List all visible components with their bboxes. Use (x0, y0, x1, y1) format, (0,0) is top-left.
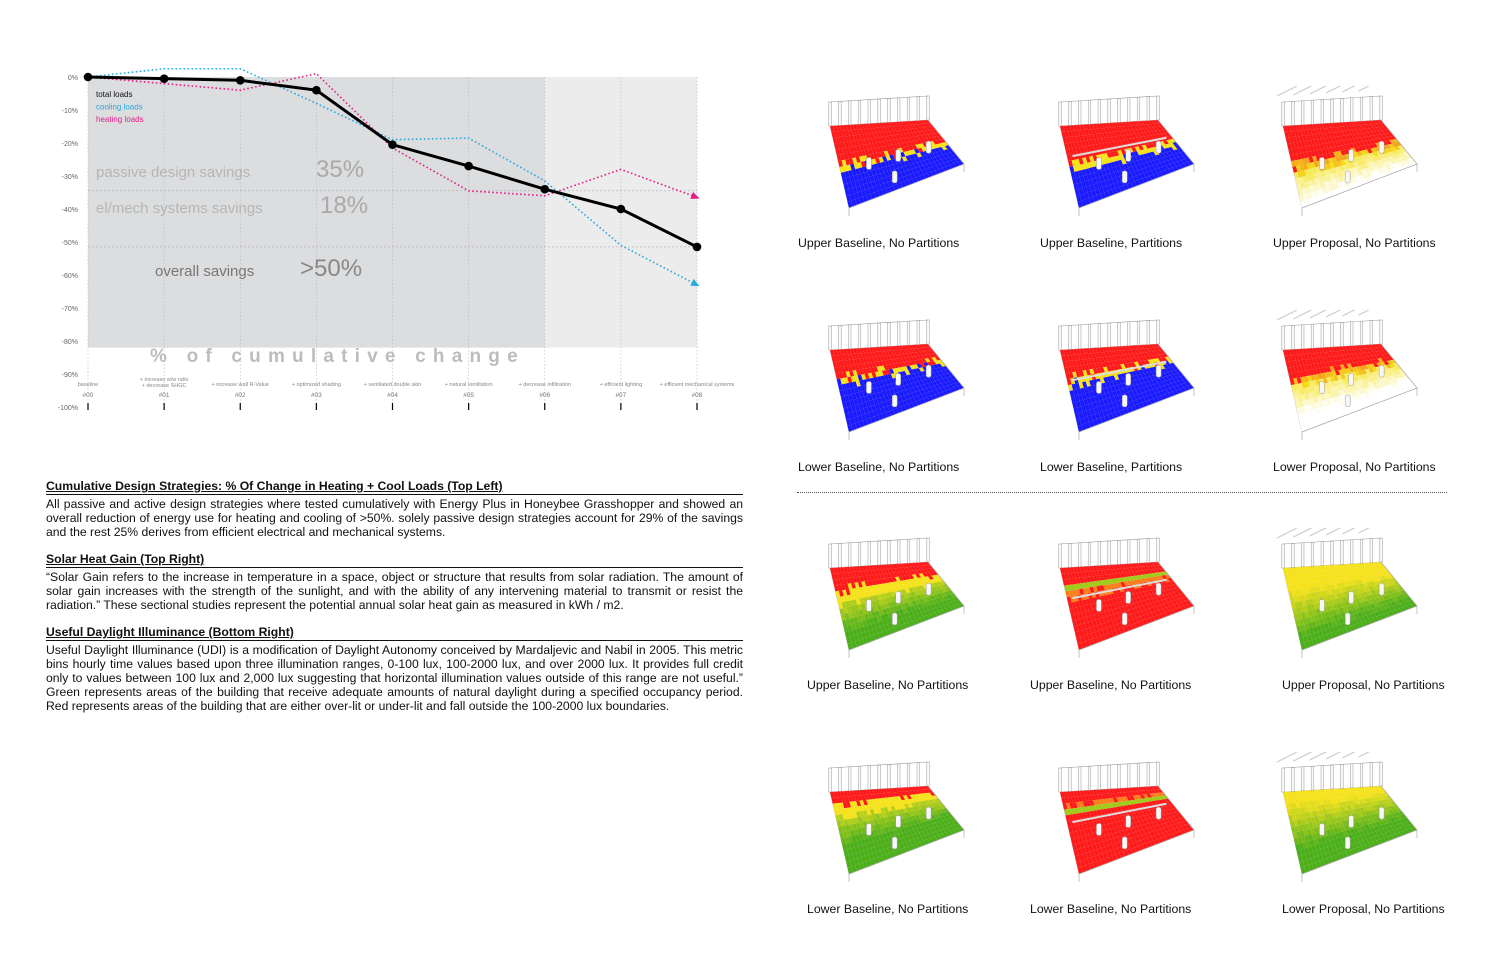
building-view (1022, 528, 1202, 678)
wall-fin (878, 323, 881, 347)
x-code-label: #01 (158, 392, 170, 399)
y-tick-label: -50% (61, 240, 78, 247)
wall-fin (1078, 543, 1081, 567)
column (1096, 381, 1101, 393)
column (1345, 395, 1350, 407)
wall-fin (829, 102, 832, 126)
wall-fin (1360, 321, 1363, 345)
heatmap (830, 562, 964, 650)
wall-fin (1078, 325, 1081, 349)
legend-entry: total loads (96, 90, 133, 99)
wall-fin (839, 325, 842, 349)
y-tick-label: -30% (61, 174, 78, 181)
annotation-value: >50% (300, 255, 363, 282)
x-code-label: #07 (615, 392, 627, 399)
x-code-label: #04 (387, 392, 398, 399)
wall-fin (878, 541, 881, 565)
wall-fin (848, 543, 851, 567)
wall-fin (1301, 101, 1304, 125)
wall-fin (1157, 538, 1160, 562)
column (1319, 381, 1324, 393)
wall-fin (897, 322, 900, 346)
wall-fin (1341, 540, 1344, 564)
wall-fin (1301, 325, 1304, 349)
wall-fin (1380, 538, 1383, 562)
daylight-view-3 (792, 752, 1022, 902)
column (896, 149, 901, 161)
data-point (464, 162, 473, 171)
heatmap (1283, 344, 1417, 432)
y-tick-label: -10% (61, 108, 78, 115)
wall-fin (1059, 102, 1062, 126)
x-code-label: #08 (691, 392, 703, 399)
column (1096, 157, 1101, 169)
wall-fin (1108, 323, 1111, 347)
data-point (693, 243, 702, 252)
section-body: All passive and active design strategies where tested cumulatively with Energy Plus in Honeybee Grasshopper and showed an overall reduction of energy use for heating and cooling of >50%. solely passive design strategies account for 29% of the savings and the rest 25% derives from efficient electrical and mechanical systems. (46, 497, 743, 539)
x-tick-label: + decrease infiltration (518, 382, 571, 388)
wall-fin (907, 97, 910, 121)
wall-fin (1069, 325, 1072, 349)
annotation-label: passive design savings (96, 164, 251, 181)
wall-fin (1157, 96, 1160, 120)
data-point (312, 86, 321, 95)
wall-fin (839, 543, 842, 567)
column (1122, 395, 1127, 407)
wall-fin (1108, 541, 1111, 565)
view-caption: Upper Proposal, No Partitions (1273, 236, 1436, 250)
wall-fin (1311, 100, 1314, 124)
wall-fin (917, 539, 920, 563)
wall-fin (927, 538, 930, 562)
wall-fin (1282, 544, 1285, 568)
section-solar (46, 552, 743, 612)
view-caption: Lower Proposal, No Partitions (1273, 460, 1436, 474)
legend-entry: heating loads (96, 115, 144, 124)
column (1126, 149, 1131, 161)
wall-fin (1350, 322, 1353, 346)
wall-fin (1331, 323, 1334, 347)
daylight-view-4 (1022, 752, 1252, 902)
column (1349, 591, 1354, 603)
wall-fin (1321, 100, 1324, 124)
wall-fin (1311, 324, 1314, 348)
wall-fins (1277, 86, 1382, 126)
heatmap (1060, 120, 1194, 208)
wall-fin (907, 539, 910, 563)
wall-fin (1069, 543, 1072, 567)
column (892, 395, 897, 407)
y-tick-label: -20% (61, 141, 78, 148)
column (892, 613, 897, 625)
column (1122, 171, 1127, 183)
wall-fin (1118, 322, 1121, 346)
data-point (617, 205, 626, 214)
wall-fin (1137, 97, 1140, 121)
wall-fin (839, 101, 842, 125)
section-udi (46, 625, 743, 713)
column (1122, 613, 1127, 625)
wall-fin (1108, 99, 1111, 123)
building-view (1022, 86, 1202, 236)
column (866, 381, 871, 393)
wall-fin (1341, 98, 1344, 122)
data-point (84, 73, 93, 82)
wall-fin (1147, 97, 1150, 121)
heatmap (830, 120, 964, 208)
wall-fin (1127, 540, 1130, 564)
annotation-value: 18% (320, 192, 369, 219)
x-tick-label: + optimized shading (291, 382, 341, 388)
heatmap (830, 786, 964, 874)
solar-view-2 (1245, 86, 1475, 236)
view-caption: Lower Baseline, No Partitions (807, 902, 969, 916)
view-caption: Upper Baseline, No Partitions (798, 236, 960, 250)
wall-fin (917, 97, 920, 121)
building-view (1022, 310, 1202, 460)
wall-fin (1321, 324, 1324, 348)
column (866, 157, 871, 169)
x-tick-label: + natural ventilation (444, 382, 493, 388)
solar-view-0 (792, 86, 1022, 236)
wall-fin (848, 101, 851, 125)
wall-fin (1380, 96, 1383, 120)
x-tick-label: + efficient lighting (599, 382, 643, 388)
y-tick-label: -100% (57, 405, 78, 412)
wall-fin (927, 320, 930, 344)
wall-fins (1277, 310, 1382, 350)
column (896, 373, 901, 385)
annotation-value: 35% (316, 156, 365, 183)
column (1379, 365, 1384, 377)
heatmap (1283, 562, 1417, 650)
solar-view-3 (792, 310, 1022, 460)
data-point (388, 140, 397, 149)
wall-fin (1282, 326, 1285, 350)
x-tick-label: + increase w/w ratio (139, 377, 189, 383)
wall-fin (1292, 325, 1295, 349)
watermark-text: % of cumulative change (150, 346, 525, 367)
wall-fin (1098, 542, 1101, 566)
column (926, 141, 931, 153)
column (1379, 583, 1384, 595)
x-tick-label: + ventilated double skin (363, 382, 422, 388)
y-tick-label: -80% (61, 339, 78, 346)
wall-fin (1321, 542, 1324, 566)
column (1096, 599, 1101, 611)
wall-fin (829, 326, 832, 350)
daylight-view-1 (1022, 528, 1252, 678)
heatmap (1060, 786, 1194, 874)
column (1126, 591, 1131, 603)
wall-fin (1370, 539, 1373, 563)
daylight-view-2 (1245, 528, 1475, 678)
wall-fin (1380, 320, 1383, 344)
wall-fin (1059, 768, 1062, 792)
data-point (160, 74, 169, 83)
column (1319, 157, 1324, 169)
section-cumulative (46, 479, 743, 539)
wall-fins (1277, 528, 1382, 568)
wall-fin (868, 324, 871, 348)
column (1156, 583, 1161, 595)
wall-fin (897, 98, 900, 122)
x-code-label: #00 (82, 392, 94, 399)
y-tick-label: 0% (67, 75, 78, 82)
view-caption: Lower Baseline, No Partitions (798, 460, 960, 474)
wall-fin (907, 321, 910, 345)
wall-fin (858, 542, 861, 566)
x-tick-label: + decrease SHGC (141, 383, 187, 389)
wall-fin (878, 99, 881, 123)
wall-fin (1118, 98, 1121, 122)
column (1349, 149, 1354, 161)
solar-view-4 (1022, 310, 1252, 460)
wall-fin (1098, 100, 1101, 124)
wall-fin (1360, 97, 1363, 121)
annotation-label: el/mech systems savings (96, 200, 263, 217)
x-code-label: #03 (310, 392, 322, 399)
view-caption: Upper Baseline, Partitions (1040, 236, 1183, 250)
wall-fin (1059, 326, 1062, 350)
x-code-label: #02 (234, 392, 246, 399)
x-tick-label: + efficient mechanical systems (659, 382, 735, 388)
wall-fin (917, 763, 920, 787)
column (892, 837, 897, 849)
solar-view-5 (1245, 310, 1475, 460)
wall-fin (897, 540, 900, 564)
wall-fin (1078, 101, 1081, 125)
wall-fin (888, 322, 891, 346)
section-body: Useful Daylight Illuminance (UDI) is a modification of Daylight Autonomy conceived by Mardaljevic and Nabil in 2005. This metric bins hourly time values based upon three illumination ranges, 0-100 lux, 100-2000 lux, and over 2000 lux. It provides full credit only to values between 100 lux and 2,000 lux suggesting that horizontal illumination values outside of this range are not useful.” Green represents areas of the building that receive adequate amounts of natural daylight during a specified occupancy period. Red represents areas of the building that are either over-lit or under-lit and fall outside the 100-2000 lux boundaries. (46, 643, 743, 713)
wall-fin (888, 540, 891, 564)
data-point (236, 76, 245, 85)
column (1156, 141, 1161, 153)
building-view (1245, 310, 1425, 460)
section-body: “Solar Gain refers to the increase in temperature in a space, object or structure that results from solar radiation. The amount of solar gain increases with the strength of the sunlight, and with the ability of any intervening material to transmit or resist the radiation.” These sectional studies represent the potential annual solar heat gain as measured in kWh / m2. (46, 570, 743, 612)
wall-fin (1059, 544, 1062, 568)
wall-fin (1350, 540, 1353, 564)
wall-fin (1331, 99, 1334, 123)
wall-fin (888, 98, 891, 122)
shade-louver (1359, 310, 1379, 315)
solar-view-1 (1022, 86, 1252, 236)
heatmap (1060, 344, 1194, 432)
wall-fin (829, 544, 832, 568)
shade-louver (1359, 86, 1379, 91)
x-tick-label: baseline (77, 382, 99, 388)
wall-fin (1311, 542, 1314, 566)
wall-fin (858, 766, 861, 790)
view-caption: Upper Baseline, No Partitions (807, 678, 969, 692)
wall-fin (888, 764, 891, 788)
column (926, 365, 931, 377)
wall-fin (848, 767, 851, 791)
x-code-label: #06 (539, 392, 551, 399)
wall-fin (927, 96, 930, 120)
wall-fin (1157, 320, 1160, 344)
x-code-label: #05 (463, 392, 475, 399)
heatmap (1060, 562, 1194, 650)
wall-fin (1301, 543, 1304, 567)
shade-louver (1359, 528, 1379, 533)
wall-fin (1098, 324, 1101, 348)
column (1319, 599, 1324, 611)
annotation-label: overall savings (155, 263, 255, 280)
divider-line (797, 492, 1447, 493)
wall-fin (1341, 322, 1344, 346)
wall-fin (927, 762, 930, 786)
column (1345, 613, 1350, 625)
column (892, 171, 897, 183)
y-tick-labels (58, 75, 78, 412)
column (1379, 141, 1384, 153)
view-caption: Upper Proposal, No Partitions (1282, 678, 1445, 692)
building-view (792, 86, 972, 236)
wall-fin (1088, 324, 1091, 348)
cumulative-change-chart (0, 0, 760, 420)
wall-fin (1127, 322, 1130, 346)
column (896, 815, 901, 827)
wall-fin (848, 325, 851, 349)
wall-fin (868, 100, 871, 124)
data-point (540, 185, 549, 194)
wall-fin (1292, 101, 1295, 125)
view-caption: Lower Baseline, Partitions (1040, 460, 1183, 474)
text-sections (46, 479, 743, 726)
wall-fin (1331, 541, 1334, 565)
wall-fin (1147, 539, 1150, 563)
wall-fin (878, 765, 881, 789)
wall-fin (1350, 98, 1353, 122)
building-view (792, 310, 972, 460)
x-tick-label: + increase wall R-Value (211, 382, 270, 388)
column (926, 583, 931, 595)
watermark-text (150, 346, 525, 367)
wall-fin (1282, 102, 1285, 126)
building-view (1022, 752, 1202, 902)
wall-fin (1137, 539, 1140, 563)
wall-fin (858, 100, 861, 124)
wall-fin (1360, 539, 1363, 563)
wall-fin (1370, 321, 1373, 345)
view-caption: Upper Baseline, No Partitions (1030, 678, 1192, 692)
wall-fin (1088, 100, 1091, 124)
x-tick-labels (78, 377, 735, 399)
column (866, 599, 871, 611)
y-tick-label: -40% (61, 207, 78, 214)
daylight-view-0 (792, 528, 1022, 678)
wall-fin (897, 764, 900, 788)
column (1345, 171, 1350, 183)
column (896, 591, 901, 603)
wall-fin (1370, 97, 1373, 121)
column (866, 823, 871, 835)
building-view (792, 528, 972, 678)
wall-fin (1088, 542, 1091, 566)
column (1126, 373, 1131, 385)
y-tick-label: -90% (61, 372, 78, 379)
wall-fin (1292, 543, 1295, 567)
legend-entry: cooling loads (96, 102, 143, 112)
heatmap (830, 344, 964, 432)
wall-fin (1069, 101, 1072, 125)
column (926, 807, 931, 819)
wall-fin (917, 321, 920, 345)
building-view (1245, 528, 1425, 678)
heatmap (1283, 120, 1417, 208)
building-view (792, 752, 972, 902)
column (1349, 373, 1354, 385)
building-view (1245, 86, 1425, 236)
column (1156, 365, 1161, 377)
section-title: Useful Daylight Illuminance (Bottom Right) (46, 625, 743, 641)
wall-fin (1118, 540, 1121, 564)
wall-fin (829, 768, 832, 792)
y-tick-label: -60% (61, 273, 78, 280)
wall-fin (858, 324, 861, 348)
wall-fin (907, 763, 910, 787)
section-title: Solar Heat Gain (Top Right) (46, 552, 743, 568)
wall-fin (868, 766, 871, 790)
wall-fin (839, 767, 842, 791)
wall-fin (1127, 98, 1130, 122)
wall-fin (1137, 321, 1140, 345)
wall-fin (1147, 321, 1150, 345)
y-tick-label: -70% (61, 306, 78, 313)
wall-fin (868, 542, 871, 566)
section-title: Cumulative Design Strategies: % Of Change in Heating + Cool Loads (Top Left) (46, 479, 743, 495)
